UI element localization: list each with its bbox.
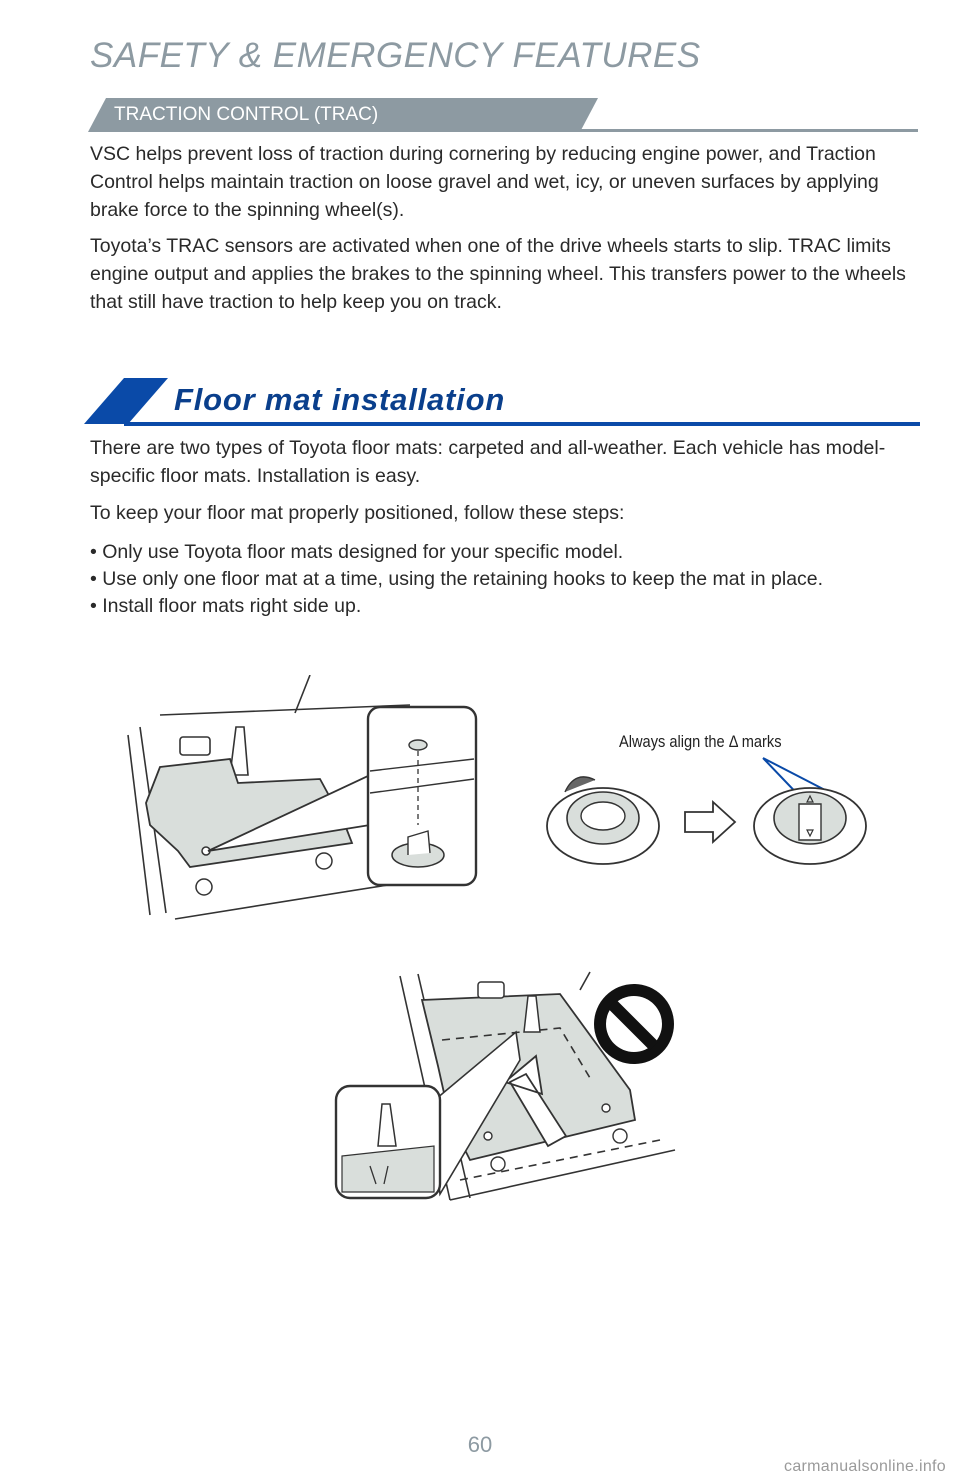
hook-aligned-icon [754, 788, 866, 864]
traction-control-header-label: TRACTION CONTROL (TRAC) [114, 104, 379, 125]
list-item: • Use only one floor mat at a time, using the retaining hooks to keep the mat in place. [90, 568, 824, 590]
floor-mat-paragraph-1: There are two types of Toyota floor mats: carpeted and all-weather. Each vehicle has model-specific floor mats. Installation is easy. [90, 437, 886, 487]
hook-unaligned-icon [547, 777, 659, 864]
traction-paragraph-1: VSC helps prevent loss of traction during cornering by reducing engine power, and Traction Control helps maintain traction on loose gravel and wet, icy, or uneven surfaces by applying brake force to the spinning wheel(s). [90, 143, 879, 221]
floor-mat-steps-list [90, 539, 920, 620]
floor-mat-hooks-illustration [120, 675, 480, 925]
hook-alignment-illustration [545, 740, 875, 870]
floor-mat-section-title: Floor mat installation [174, 382, 506, 417]
page-title: SAFETY & EMERGENCY FEATURES [90, 36, 701, 75]
floor-mat-section-header [84, 378, 920, 428]
incorrect-mat-illustration [330, 970, 690, 1205]
floor-mat-paragraph-2: To keep your floor mat properly positioned, follow these steps: [90, 502, 625, 524]
brake-pedal-icon [478, 982, 504, 998]
page-number: 60 [467, 1432, 493, 1457]
traction-control-header [88, 98, 918, 134]
list-item: • Only use Toyota floor mats designed for your specific model. [90, 541, 624, 563]
prohibition-icon [594, 984, 674, 1064]
watermark: carmanualsonline.info [784, 1458, 946, 1475]
traction-paragraph-2: Toyota’s TRAC sensors are activated when one of the drive wheels starts to slip. TRAC limits engine output and applies the brakes to the spinning wheel. This transfers power to the wheels that still have traction to help keep you on track. [90, 235, 906, 313]
brake-pedal-icon [180, 737, 210, 755]
align-marks-callout: Always align the Δ marks [619, 732, 782, 751]
list-item: • Install floor mats right side up. [90, 595, 362, 617]
next-step-arrow-icon [685, 802, 735, 842]
